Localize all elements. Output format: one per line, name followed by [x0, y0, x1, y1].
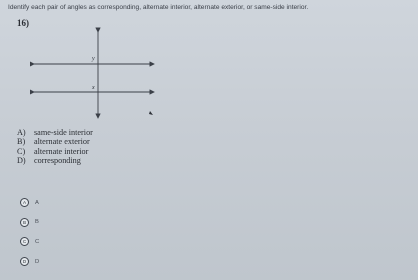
choice-d [17, 156, 93, 165]
choice-a [17, 128, 93, 137]
answer-options [20, 193, 39, 271]
radio-bubble-b[interactable]: B [20, 218, 29, 227]
answer-label-b: B [35, 219, 39, 226]
choice-letter: B) [17, 137, 26, 147]
answer-label-a: A [35, 199, 39, 206]
angle-figure [30, 26, 160, 121]
choice-letter: A) [17, 128, 26, 137]
choice-c [17, 147, 93, 156]
choice-letter: C) [17, 146, 26, 156]
radio-bubble-d[interactable]: D [20, 257, 29, 266]
answer-label-c: C [35, 238, 40, 245]
radio-bubble-a[interactable]: A [20, 198, 29, 207]
instruction-text: Identify each pair of angles as corresponding, alternate interior, alternate exterior, or same-side interior. [8, 4, 309, 11]
answer-option-a[interactable] [20, 193, 39, 213]
answer-option-c[interactable] [20, 232, 39, 252]
choice-text: corresponding [34, 156, 81, 166]
answer-label-d: D [35, 258, 40, 265]
mouse-cursor-icon [149, 111, 153, 115]
question-number: 16) [17, 18, 29, 28]
answer-option-b[interactable] [20, 213, 39, 233]
radio-bubble-c[interactable]: C [20, 237, 29, 246]
choice-text: alternate exterior [34, 137, 90, 147]
choice-letter: D) [17, 156, 26, 166]
choice-b [17, 137, 93, 146]
answer-option-d[interactable] [20, 252, 39, 272]
choice-list [17, 128, 93, 166]
choice-text: alternate interior [34, 146, 89, 156]
choice-text: same-side interior [34, 128, 93, 137]
angle-label-x: x [92, 85, 95, 91]
angle-label-y: y [92, 56, 95, 62]
